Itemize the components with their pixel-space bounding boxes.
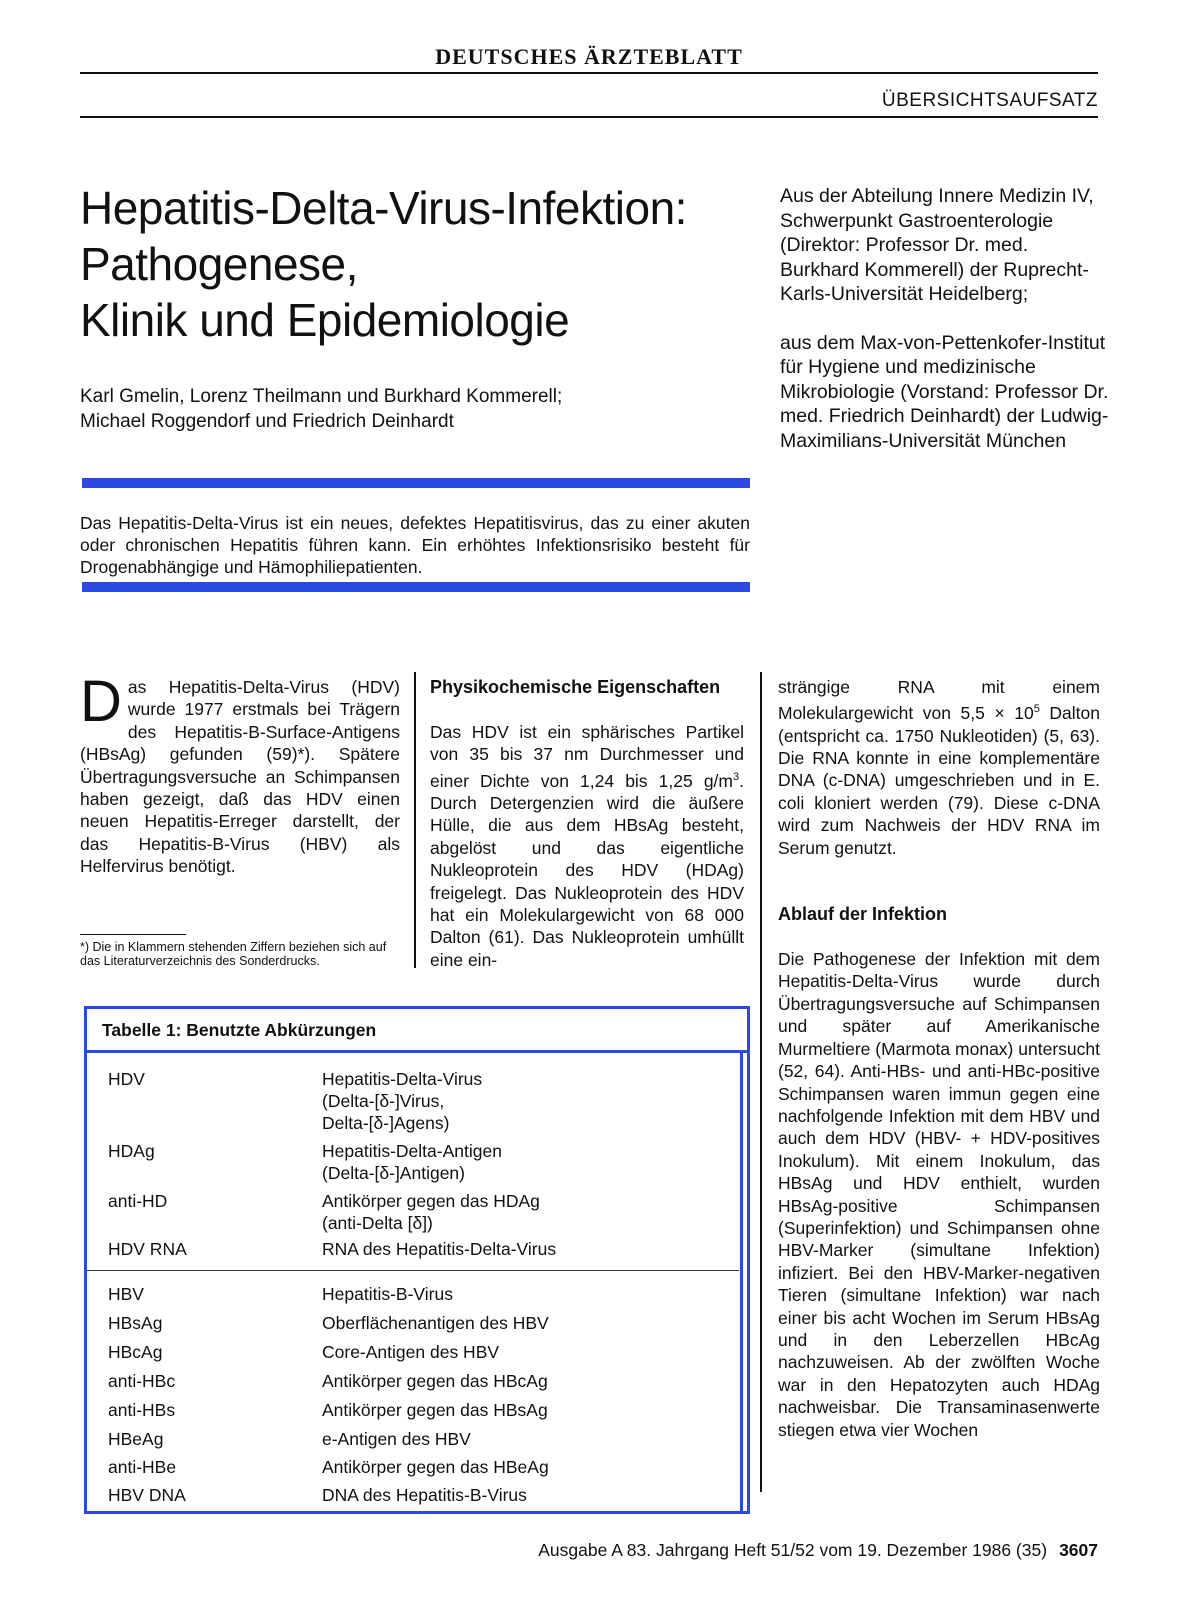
physiko-text-a: Das HDV ist ein sphärisches Partikel von 35 bis 37 nm Durchmesser und einer Dichte von 1,24 bis 1,25 g/m — [430, 722, 744, 791]
table-definition: Core-Antigen des HBV — [322, 1342, 500, 1362]
body-column-3 — [778, 676, 1100, 1441]
section-label: ÜBERSICHTSAUFSATZ — [881, 90, 1098, 111]
authors-line-1: Karl Gmelin, Lorenz Theilmann und Burkhard Kommerell; — [80, 386, 563, 407]
physiko-text-b: . Durch Detergenzien wird die äußere Hülle, die aus dem HBsAg besteht, abgelöst und das eigentliche Nukleoprotein des HDV (HDAg) freigelegt. Das Nukleoprotein des HDV hat ein Molekulargewicht von 68 000 Dalton (61). Das Nukleoprotein umhüllt eine ein- — [430, 770, 744, 970]
table-abbr: HDV RNA — [108, 1239, 187, 1259]
table-definition: Antikörper gegen das HBeAg — [322, 1457, 549, 1477]
ablauf-paragraph: Die Pathogenese der Infektion mit dem Hepatitis-Delta-Virus wurde durch Übertragungsversuche auf Schimpansen und später auf Amerikanische Murmeltiere (Marmota monax) untersucht (52, 64). Anti-HBs- und anti-HBc-positive Schimpansen waren immun gegen eine nachfolgende Infektion mit dem HBV und auch dem HDV (HBV- + HDV-positives Inokulum). Mit einem Inokulum, das HBsAg und HDV enthielt, wurden HBsAg-positive Schimpansen (Superinfektion) und Schimpansen ohne HBV-Marker (simultane Infektion) infiziert. Bei den HBV-Marker-negativen Tieren (simultane Infektion) war nach einer bis acht Wochen im Serum HBsAg und in den Leberzellen HBcAg nachzuweisen. Ab der zwölften Woche war in den Hepatozyten auch HDAg nachweisbar. Die Transaminasenwerte stiegen etwa vier Wochen — [778, 949, 1100, 1440]
table-title-rule — [87, 1050, 747, 1053]
definition-line: Antikörper gegen das HDAg — [322, 1191, 540, 1211]
table-abbr: HBeAg — [108, 1429, 164, 1449]
rna-text-a: strängige RNA mit einem Molekulargewicht von 5,5 × 10 — [778, 677, 1100, 724]
table-abbr: anti-HBs — [108, 1400, 176, 1420]
table-abbr: anti-HBe — [108, 1457, 177, 1477]
table-definition: DNA des Hepatitis-B-Virus — [322, 1485, 527, 1505]
table-definition: Oberflächenantigen des HBV — [322, 1313, 549, 1333]
footnote-rule — [80, 934, 186, 935]
definition-line: Hepatitis-Delta-Virus — [322, 1069, 483, 1089]
definition-line: (anti-Delta [δ]) — [322, 1213, 433, 1233]
table-abbr: HDV — [108, 1069, 145, 1089]
definition-line: Hepatitis-Delta-Antigen — [322, 1141, 502, 1161]
table-definition: RNA des Hepatitis-Delta-Virus — [322, 1239, 557, 1259]
affiliations — [780, 184, 1110, 477]
table-group-divider — [87, 1270, 739, 1271]
table-abbr: HDAg — [108, 1141, 155, 1161]
table-abbr: HBsAg — [108, 1313, 163, 1333]
abstract-bottom-bar — [82, 582, 750, 592]
intro-text: as Hepatitis-Delta-Virus (HDV) wurde 1977 erstmals bei Trägern des Hepatitis-B-Surface-Antigens (HBsAg) gefunden (59)*). Spätere Übertragungsversuche an Schimpansen haben gezeigt, daß das HDV einen neuen Hepatitis-Erreger darstellt, der das Hepatitis-B-Virus (HBV) als Helfervirus benötigt. — [80, 677, 400, 877]
definition-line: Delta-[δ-]Agens) — [322, 1113, 450, 1133]
table-abbr: HBcAg — [108, 1342, 163, 1362]
rna-text-b: Dalton (entspricht ca. 1750 Nukleotiden) (5, 63). Die RNA konnte in eine komplementäre DNA (c-DNA) umgeschrieben und in E. coli kloniert werden (79). Diese c-DNA wird zum Nachweis der HDV RNA im Serum genutzt. — [778, 703, 1101, 858]
physiko-superscript: 3 — [733, 770, 740, 783]
table-abbr: anti-HBc — [108, 1371, 176, 1391]
masthead-rule — [80, 72, 1098, 74]
table-definition: Antikörper gegen das HBsAg — [322, 1400, 548, 1420]
journal-masthead: DEUTSCHES ÄRZTEBLATT — [435, 44, 743, 69]
title-line-2: Pathogenese, — [80, 238, 358, 290]
definition-line: (Delta-[δ-]Antigen) — [322, 1163, 465, 1183]
section-rule — [80, 116, 1098, 118]
affiliation-muenchen: aus dem Max-von-Pettenkofer-Institut für Hygiene und medizinische Mikrobiologie (Vorstand: Professor Dr. med. Friedrich Deinhardt) der Ludwig-Maximilians-Universität München — [780, 331, 1109, 452]
rna-superscript: 5 — [1033, 703, 1040, 716]
table-abbr: HBV DNA — [108, 1485, 186, 1505]
page-number: 3607 — [1059, 1540, 1098, 1560]
table-definition — [322, 1190, 742, 1234]
article-title — [80, 180, 760, 348]
body-column-2 — [430, 676, 744, 971]
edition-info: Ausgabe A 83. Jahrgang Heft 51/52 vom 19. Dezember 1986 (35) — [538, 1540, 1048, 1560]
intro-paragraph — [80, 669, 400, 878]
body-column-1 — [80, 669, 400, 878]
column-divider-1 — [414, 672, 416, 968]
physiko-paragraph — [430, 721, 744, 971]
rna-paragraph — [778, 676, 1100, 859]
table-definition — [322, 1068, 742, 1134]
title-line-3: Klinik und Epidemiologie — [80, 294, 570, 346]
heading-ablauf-der-infektion: Ablauf der Infektion — [778, 904, 948, 925]
author-list — [80, 384, 760, 434]
table-definition: Antikörper gegen das HBcAg — [322, 1371, 548, 1391]
table-definition: e-Antigen des HBV — [322, 1429, 471, 1449]
table-abbr: HBV — [108, 1284, 144, 1304]
drop-cap: D — [80, 669, 122, 734]
definition-line: (Delta-[δ-]Virus, — [322, 1091, 445, 1111]
affiliation-heidelberg: Aus der Abteilung Innere Medizin IV, Schwerpunkt Gastroenterologie (Direktor: Professor Dr. med. Burkhard Kommerell) der Ruprecht-Karls-Universität Heidelberg; — [780, 185, 1094, 305]
authors-line-2: Michael Roggendorf und Friedrich Deinhardt — [80, 411, 454, 432]
page-footer — [538, 1540, 1098, 1561]
table-definition — [322, 1140, 742, 1184]
column-divider-2 — [760, 672, 762, 1492]
table-definition: Hepatitis-B-Virus — [322, 1284, 453, 1304]
abstract-top-bar — [82, 478, 750, 488]
heading-physikochemische-eigenschaften: Physikochemische Eigenschaften — [430, 677, 721, 697]
table-abbr: anti-HD — [108, 1191, 168, 1211]
title-line-1: Hepatitis-Delta-Virus-Infektion: — [80, 182, 687, 234]
table-title: Tabelle 1: Benutzte Abkürzungen — [102, 1020, 377, 1040]
footnote: *) Die in Klammern stehenden Ziffern beziehen sich auf das Literaturverzeichnis des Sonderdrucks. — [80, 940, 387, 968]
abstract: Das Hepatitis-Delta-Virus ist ein neues, defektes Hepatitisvirus, das zu einer akuten oder chronischen Hepatitis führen kann. Ein erhöhtes Infektionsrisiko besteht für Drogenabhängige und Hämophiliepatienten. — [80, 513, 750, 577]
